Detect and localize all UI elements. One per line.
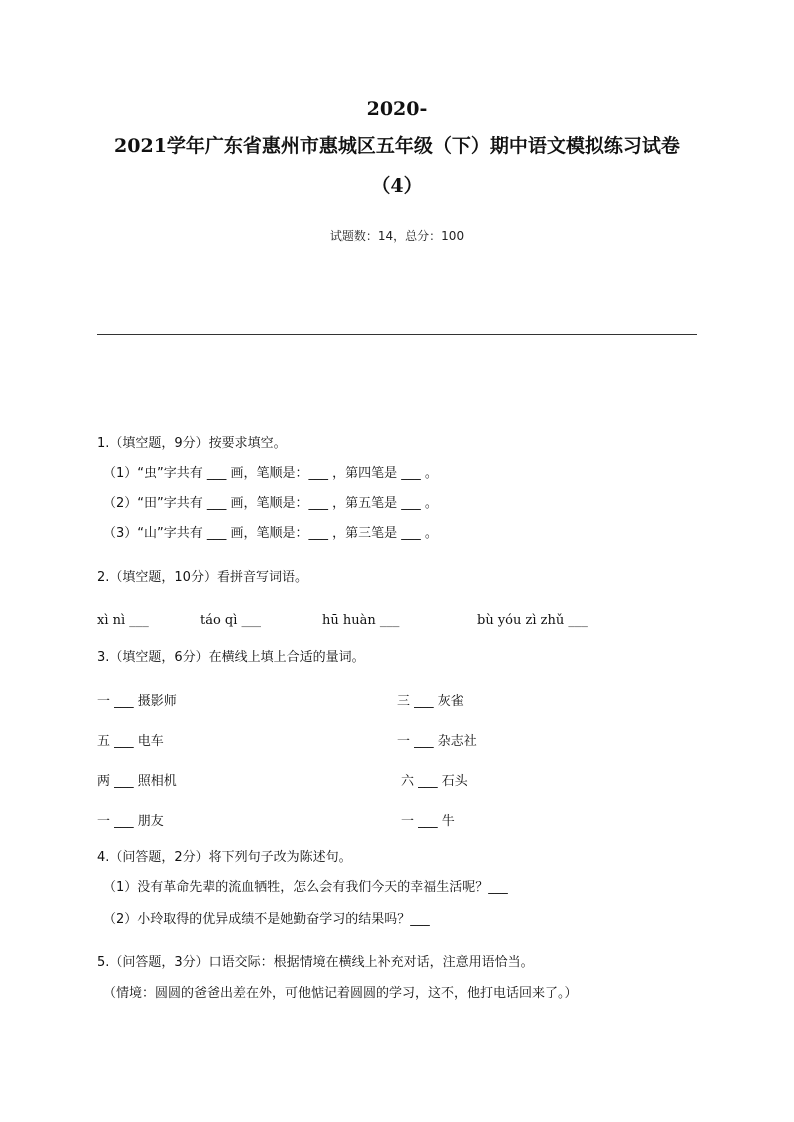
question-5-stem: 5.（问答题，3分）口语交际：根据情境在横线上补充对话，注意用语恰当。 — [97, 955, 534, 970]
pinyin-item-1: xì nì ___ — [97, 613, 149, 628]
question-4-stem: 4.（问答题，2分）将下列句子改为陈述句。 — [97, 850, 352, 865]
measure-word-right-3: 六 ___ 石头 — [401, 774, 468, 789]
measure-word-left-1: 一 ___ 摄影师 — [97, 694, 177, 709]
question-4-item-2: （2）小玲取得的优异成绩不是她勤奋学习的结果吗？___ — [103, 912, 430, 927]
title-line-3: （4） — [371, 175, 423, 197]
pinyin-item-2: táo qì ___ — [200, 613, 262, 628]
question-1-item-3: （3）“山”字共有 ___ 画，笔顺是：___ ，第三笔是 ___ 。 — [103, 526, 438, 541]
measure-word-left-2: 五 ___ 电车 — [97, 734, 164, 749]
header-divider — [97, 334, 697, 335]
question-1-stem: 1.（填空题，9分）按要求填空。 — [97, 436, 287, 451]
question-1-item-2: （2）“田”字共有 ___ 画，笔顺是：___ ，第五笔是 ___ 。 — [103, 496, 438, 511]
question-5-context: （情境：圆圆的爸爸出差在外，可他惦记着圆圆的学习，这不，他打电话回来了。） — [103, 986, 578, 1001]
title-line-2: 2021学年广东省惠州市惠城区五年级（下）期中语文模拟练习试卷 — [114, 135, 680, 157]
question-2-stem: 2.（填空题，10分）看拼音写词语。 — [97, 570, 308, 585]
question-3-stem: 3.（填空题，6分）在横线上填上合适的量词。 — [97, 650, 365, 665]
exam-meta: 试题数：14，总分：100 — [329, 229, 465, 243]
measure-word-right-2: 一 ___ 杂志社 — [397, 734, 477, 749]
question-1-item-1: （1）“虫”字共有 ___ 画，笔顺是：___ ，第四笔是 ___ 。 — [103, 466, 438, 481]
question-4-item-1: （1）没有革命先辈的流血牺牲，怎么会有我们今天的幸福生活呢？___ — [103, 880, 508, 895]
pinyin-item-3: hū huàn ___ — [322, 613, 400, 628]
measure-word-right-1: 三 ___ 灰雀 — [397, 694, 464, 709]
pinyin-item-4: bù yóu zì zhǔ ___ — [477, 613, 588, 628]
measure-word-left-3: 两 ___ 照相机 — [97, 774, 177, 789]
measure-word-left-4: 一 ___ 朋友 — [97, 814, 164, 829]
title-line-1: 2020- — [366, 98, 428, 120]
measure-word-right-4: 一 ___ 牛 — [401, 814, 455, 829]
